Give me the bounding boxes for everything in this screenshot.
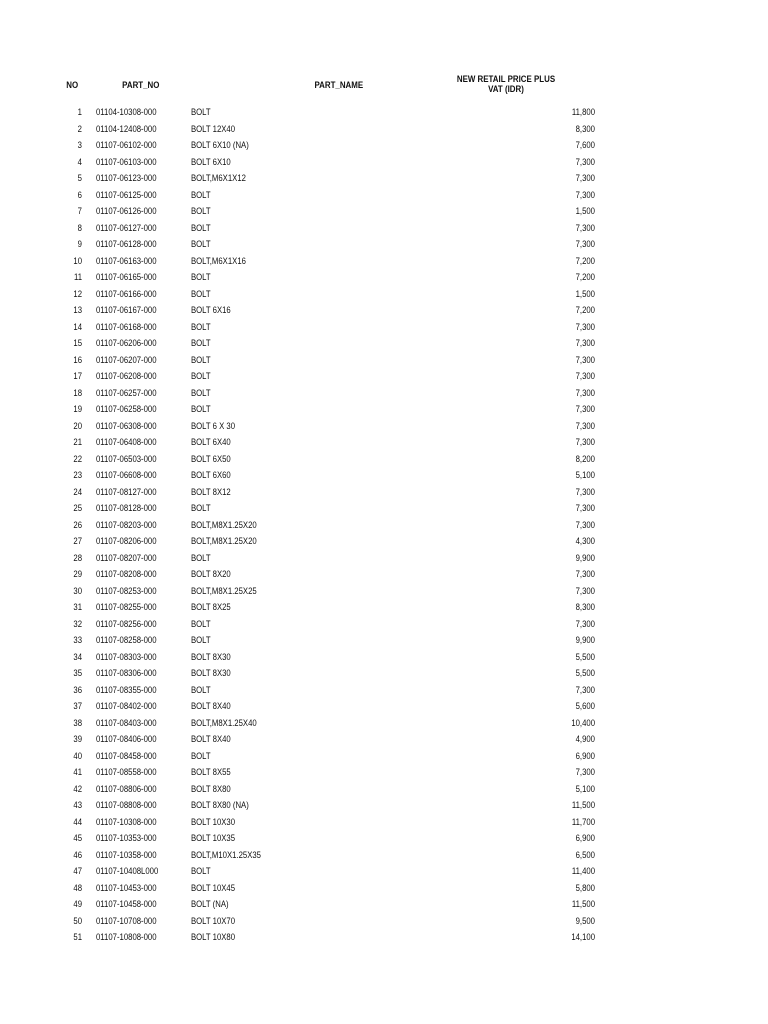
table-row <box>0 451 768 468</box>
row-price: 5,600 <box>575 701 595 711</box>
row-part-name: BOLT 8X40 <box>191 734 231 744</box>
row-price: 9,500 <box>575 915 595 926</box>
table-row <box>0 104 768 121</box>
row-no: 26 <box>73 519 82 530</box>
row-part-no: 01107-06128-000 <box>96 239 157 249</box>
row-no: 39 <box>73 734 82 744</box>
table-row <box>0 302 768 319</box>
row-price: 7,300 <box>575 569 595 579</box>
row-no: 14 <box>73 321 82 332</box>
table-row <box>0 286 768 303</box>
row-part-name: BOLT,M8X1.25X20 <box>191 536 257 546</box>
row-part-no: 01107-08253-000 <box>96 585 157 596</box>
row-part-no: 01107-06257-000 <box>96 387 157 398</box>
row-part-name: BOLT <box>191 404 211 414</box>
row-price: 5,100 <box>575 470 595 480</box>
row-price: 9,900 <box>575 635 595 645</box>
row-price: 11,700 <box>571 816 595 827</box>
row-no: 50 <box>73 915 82 926</box>
row-part-no: 01107-08258-000 <box>96 635 157 645</box>
row-price: 5,100 <box>575 783 595 794</box>
row-part-name: BOLT 10X80 <box>191 932 236 942</box>
row-part-name: BOLT <box>191 354 211 365</box>
row-no: 1 <box>77 107 82 117</box>
table-row <box>0 236 768 253</box>
row-part-name: BOLT,M10X1.25X35 <box>191 849 261 860</box>
row-no: 3 <box>77 140 82 150</box>
row-part-name: BOLT <box>191 503 211 513</box>
row-price: 7,300 <box>575 387 595 398</box>
row-price: 6,900 <box>575 750 595 761</box>
row-part-name: BOLT <box>191 635 211 645</box>
row-part-no: 01107-08206-000 <box>96 536 157 546</box>
row-part-name: BOLT <box>191 684 211 695</box>
row-part-no: 01107-08808-000 <box>96 800 157 810</box>
table-row <box>0 269 768 286</box>
table-row <box>0 929 768 946</box>
row-no: 13 <box>73 305 82 315</box>
row-price: 7,300 <box>575 321 595 332</box>
row-part-name: BOLT 8X30 <box>191 651 231 662</box>
table-row <box>0 187 768 204</box>
row-price: 7,300 <box>575 404 595 414</box>
row-no: 7 <box>77 206 82 216</box>
row-price: 8,300 <box>575 123 595 134</box>
row-part-name: BOLT (NA) <box>191 899 229 909</box>
table-row <box>0 632 768 649</box>
row-no: 22 <box>73 453 82 464</box>
row-part-no: 01107-10308-000 <box>96 816 157 827</box>
row-part-no: 01107-10358-000 <box>96 849 157 860</box>
table-row <box>0 830 768 847</box>
row-price: 5,500 <box>575 668 595 678</box>
row-part-no: 01107-06102-000 <box>96 140 157 150</box>
table-row <box>0 434 768 451</box>
table-row <box>0 319 768 336</box>
row-part-no: 01107-08203-000 <box>96 519 157 530</box>
table-row <box>0 385 768 402</box>
table-row <box>0 896 768 913</box>
table-row <box>0 814 768 831</box>
row-price: 11,500 <box>571 899 595 909</box>
row-part-no: 01107-08306-000 <box>96 668 157 678</box>
table-row <box>0 649 768 666</box>
row-price: 7,300 <box>575 173 595 183</box>
row-no: 34 <box>73 651 82 662</box>
table-row <box>0 880 768 897</box>
row-price: 1,500 <box>575 206 595 216</box>
header-part-no: PART_NO <box>122 80 160 90</box>
row-no: 40 <box>73 750 82 761</box>
row-part-name: BOLT <box>191 222 211 233</box>
row-part-no: 01107-06208-000 <box>96 371 157 381</box>
row-part-name: BOLT 6 X 30 <box>191 420 236 431</box>
row-part-no: 01107-10408L000 <box>96 866 159 876</box>
row-part-no: 01107-06123-000 <box>96 173 157 183</box>
row-part-no: 01107-10458-000 <box>96 899 157 909</box>
row-part-name: BOLT <box>191 387 211 398</box>
header-price-line1: NEW RETAIL PRICE PLUS <box>456 74 556 84</box>
row-part-name: BOLT 10X45 <box>191 882 236 893</box>
header-no: NO <box>66 80 79 90</box>
row-part-no: 01107-06168-000 <box>96 321 157 332</box>
row-part-no: 01104-10308-000 <box>96 107 157 117</box>
row-no: 31 <box>73 602 82 612</box>
table-row <box>0 467 768 484</box>
table-row <box>0 731 768 748</box>
table-row <box>0 137 768 154</box>
table-row <box>0 913 768 930</box>
row-part-no: 01107-06166-000 <box>96 288 157 299</box>
row-part-no: 01107-06258-000 <box>96 404 157 414</box>
table-row <box>0 203 768 220</box>
row-part-no: 01107-10808-000 <box>96 932 157 942</box>
row-price: 7,300 <box>575 371 595 381</box>
row-part-no: 01107-10353-000 <box>96 833 157 843</box>
row-part-no: 01107-06127-000 <box>96 222 157 233</box>
row-part-name: BOLT 6X40 <box>191 437 231 447</box>
table-row <box>0 781 768 798</box>
row-part-name: BOLT,M6X1X12 <box>191 173 246 183</box>
header-part-name: PART_NAME <box>314 80 364 90</box>
table-row <box>0 418 768 435</box>
table-row <box>0 335 768 352</box>
row-price: 5,500 <box>575 651 595 662</box>
table-row <box>0 797 768 814</box>
row-part-name: BOLT <box>191 272 211 282</box>
row-price: 7,300 <box>575 618 595 629</box>
row-no: 32 <box>73 618 82 629</box>
table-row <box>0 698 768 715</box>
row-part-name: BOLT 8X30 <box>191 668 231 678</box>
row-part-no: 01107-06207-000 <box>96 354 157 365</box>
table-row <box>0 170 768 187</box>
row-price: 6,900 <box>575 833 595 843</box>
table-row <box>0 121 768 138</box>
row-no: 38 <box>73 717 82 728</box>
row-price: 4,900 <box>575 734 595 744</box>
row-part-no: 01107-06163-000 <box>96 255 157 266</box>
row-part-name: BOLT 8X80 <box>191 783 231 794</box>
row-no: 33 <box>73 635 82 645</box>
row-no: 35 <box>73 668 82 678</box>
table-row <box>0 220 768 237</box>
row-price: 11,800 <box>571 107 595 117</box>
row-part-name: BOLT <box>191 189 211 200</box>
row-no: 28 <box>73 552 82 563</box>
row-part-name: BOLT 8X20 <box>191 569 231 579</box>
row-no: 48 <box>73 882 82 893</box>
row-part-name: BOLT <box>191 206 211 216</box>
row-price: 7,300 <box>575 420 595 431</box>
row-price: 7,600 <box>575 140 595 150</box>
row-part-name: BOLT 8X40 <box>191 701 231 711</box>
row-price: 7,300 <box>575 239 595 249</box>
row-price: 7,300 <box>575 338 595 348</box>
row-price: 7,200 <box>575 255 595 266</box>
table-body <box>0 104 768 946</box>
table-row <box>0 863 768 880</box>
row-part-name: BOLT <box>191 288 211 299</box>
row-no: 44 <box>73 816 82 827</box>
row-no: 2 <box>77 123 82 134</box>
row-part-name: BOLT <box>191 107 211 117</box>
table-row <box>0 583 768 600</box>
table-header <box>0 74 676 96</box>
row-part-no: 01107-06503-000 <box>96 453 157 464</box>
row-price: 8,300 <box>575 602 595 612</box>
table-row <box>0 368 768 385</box>
row-part-name: BOLT <box>191 552 211 563</box>
table-row <box>0 665 768 682</box>
row-part-name: BOLT 6X50 <box>191 453 231 464</box>
row-part-name: BOLT,M8X1.25X25 <box>191 585 257 596</box>
row-part-name: BOLT 8X25 <box>191 602 231 612</box>
row-part-no: 01107-08406-000 <box>96 734 157 744</box>
row-part-no: 01107-06408-000 <box>96 437 157 447</box>
row-part-no: 01107-08255-000 <box>96 602 157 612</box>
row-no: 29 <box>73 569 82 579</box>
row-no: 30 <box>73 585 82 596</box>
row-part-name: BOLT <box>191 239 211 249</box>
row-price: 7,300 <box>575 519 595 530</box>
row-price: 7,300 <box>575 486 595 497</box>
row-part-name: BOLT 6X10 <box>191 156 231 167</box>
row-part-name: BOLT <box>191 750 211 761</box>
row-part-no: 01107-08355-000 <box>96 684 157 695</box>
row-part-no: 01104-12408-000 <box>96 123 157 134</box>
table-row <box>0 715 768 732</box>
row-no: 10 <box>73 255 82 266</box>
row-price: 11,400 <box>571 866 595 876</box>
table-row <box>0 484 768 501</box>
table-row <box>0 500 768 517</box>
row-price: 7,300 <box>575 437 595 447</box>
row-no: 17 <box>73 371 82 381</box>
row-part-name: BOLT <box>191 338 211 348</box>
row-part-name: BOLT <box>191 321 211 332</box>
row-no: 20 <box>73 420 82 431</box>
row-price: 7,300 <box>575 354 595 365</box>
row-part-no: 01107-08806-000 <box>96 783 157 794</box>
row-price: 8,200 <box>575 453 595 464</box>
row-part-name: BOLT 12X40 <box>191 123 236 134</box>
row-part-name: BOLT,M8X1.25X40 <box>191 717 257 728</box>
row-no: 47 <box>73 866 82 876</box>
row-price: 7,200 <box>575 305 595 315</box>
row-no: 18 <box>73 387 82 398</box>
row-no: 51 <box>73 932 82 942</box>
row-no: 36 <box>73 684 82 695</box>
row-no: 25 <box>73 503 82 513</box>
row-part-no: 01107-06126-000 <box>96 206 157 216</box>
row-price: 10,400 <box>571 717 595 728</box>
table-row <box>0 566 768 583</box>
table-row <box>0 401 768 418</box>
table-row <box>0 253 768 270</box>
row-part-no: 01107-08207-000 <box>96 552 157 563</box>
row-part-no: 01107-08458-000 <box>96 750 157 761</box>
row-no: 46 <box>73 849 82 860</box>
row-no: 4 <box>77 156 82 167</box>
row-no: 41 <box>73 767 82 777</box>
row-part-no: 01107-06608-000 <box>96 470 157 480</box>
row-price: 14,100 <box>571 932 595 942</box>
table-row <box>0 616 768 633</box>
row-part-no: 01107-06308-000 <box>96 420 157 431</box>
row-part-name: BOLT 6X10 (NA) <box>191 140 249 150</box>
row-price: 1,500 <box>575 288 595 299</box>
row-no: 37 <box>73 701 82 711</box>
row-no: 24 <box>73 486 82 497</box>
row-price: 9,900 <box>575 552 595 563</box>
row-part-no: 01107-08256-000 <box>96 618 157 629</box>
table-row <box>0 154 768 171</box>
row-price: 7,300 <box>575 156 595 167</box>
row-no: 42 <box>73 783 82 794</box>
row-part-no: 01107-10708-000 <box>96 915 157 926</box>
row-no: 6 <box>77 189 82 200</box>
row-no: 23 <box>73 470 82 480</box>
row-part-name: BOLT 6X16 <box>191 305 231 315</box>
row-part-no: 01107-08128-000 <box>96 503 157 513</box>
row-no: 12 <box>73 288 82 299</box>
row-part-name: BOLT <box>191 866 211 876</box>
row-price: 7,300 <box>575 222 595 233</box>
table-row <box>0 550 768 567</box>
row-price: 4,300 <box>575 536 595 546</box>
row-price: 7,300 <box>575 767 595 777</box>
table-row <box>0 764 768 781</box>
row-part-no: 01107-08558-000 <box>96 767 157 777</box>
row-part-no: 01107-06103-000 <box>96 156 157 167</box>
row-no: 19 <box>73 404 82 414</box>
row-price: 7,300 <box>575 585 595 596</box>
row-part-name: BOLT,M8X1.25X20 <box>191 519 257 530</box>
row-part-no: 01107-06167-000 <box>96 305 157 315</box>
row-part-name: BOLT <box>191 371 211 381</box>
row-no: 8 <box>77 222 82 233</box>
row-price: 6,500 <box>575 849 595 860</box>
row-part-name: BOLT <box>191 618 211 629</box>
row-part-name: BOLT,M6X1X16 <box>191 255 246 266</box>
row-part-no: 01107-06206-000 <box>96 338 157 348</box>
row-part-no: 01107-08403-000 <box>96 717 157 728</box>
row-part-name: BOLT 10X30 <box>191 816 236 827</box>
table-row <box>0 352 768 369</box>
row-no: 27 <box>73 536 82 546</box>
row-part-no: 01107-08208-000 <box>96 569 157 579</box>
row-no: 49 <box>73 899 82 909</box>
row-part-no: 01107-10453-000 <box>96 882 157 893</box>
row-part-name: BOLT 6X60 <box>191 470 231 480</box>
row-no: 5 <box>77 173 82 183</box>
row-no: 15 <box>73 338 82 348</box>
row-price: 7,300 <box>575 684 595 695</box>
row-part-no: 01107-06165-000 <box>96 272 157 282</box>
row-no: 16 <box>73 354 82 365</box>
table-row <box>0 533 768 550</box>
table-row <box>0 682 768 699</box>
table-row <box>0 517 768 534</box>
row-no: 11 <box>73 272 82 282</box>
row-part-name: BOLT 10X70 <box>191 915 236 926</box>
table-row <box>0 847 768 864</box>
table-row <box>0 748 768 765</box>
row-price: 5,800 <box>575 882 595 893</box>
row-part-name: BOLT 8X80 (NA) <box>191 800 249 810</box>
row-part-name: BOLT 8X55 <box>191 767 231 777</box>
row-no: 43 <box>73 800 82 810</box>
header-price <box>436 74 577 94</box>
row-part-no: 01107-08303-000 <box>96 651 157 662</box>
row-part-no: 01107-08402-000 <box>96 701 157 711</box>
row-price: 11,500 <box>571 800 595 810</box>
row-part-name: BOLT 10X35 <box>191 833 236 843</box>
row-no: 21 <box>73 437 82 447</box>
table-row <box>0 599 768 616</box>
row-price: 7,300 <box>575 503 595 513</box>
row-no: 9 <box>77 239 82 249</box>
row-price: 7,200 <box>575 272 595 282</box>
row-part-no: 01107-08127-000 <box>96 486 157 497</box>
row-price: 7,300 <box>575 189 595 200</box>
header-price-line2: VAT (IDR) <box>488 84 524 94</box>
row-part-no: 01107-06125-000 <box>96 189 157 200</box>
row-part-name: BOLT 8X12 <box>191 486 231 497</box>
row-no: 45 <box>73 833 82 843</box>
